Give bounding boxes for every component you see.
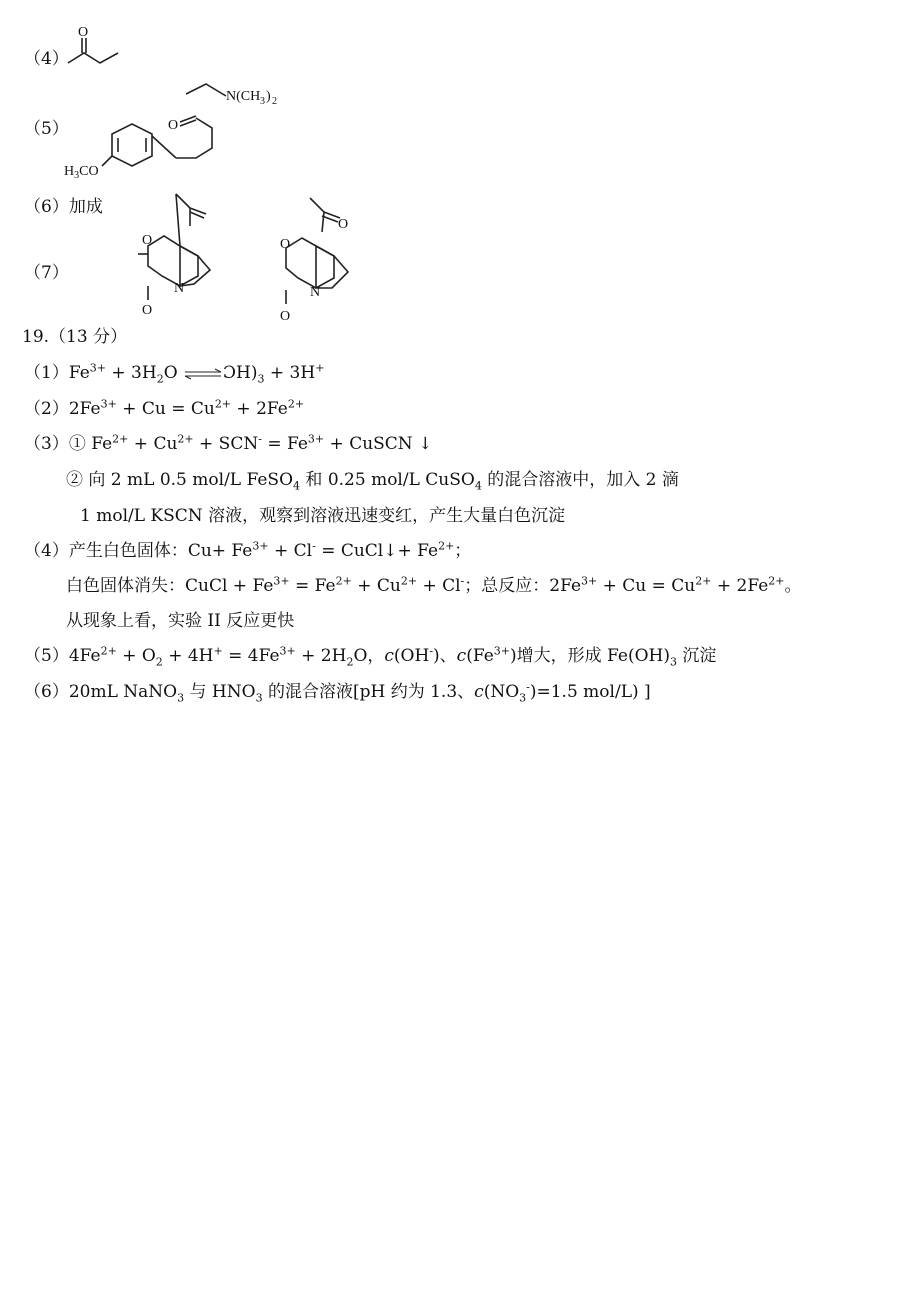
aryl-ketone-amine-structure — [60, 78, 300, 184]
q19-part-4a: （4）产生白色固体：$Cu+ Fe^{3+} + Cl^-$ = CuCl↓+ $Fe^{2+}$； — [24, 539, 472, 561]
atom-o-bottom: O — [142, 303, 153, 318]
q19-part-4b: 白色固体消失：CuCl + $Fe^{3+} = Fe^{2+} + Cu^{2+} + Cl^-$；总反应：$2Fe^{3+} + Cu = Cu^{2+} + 2Fe^{2+}$。 — [66, 574, 802, 596]
q19-part-6: （6）20mL NaNO$_3$ 与 $HNO_3$ 的混合溶液[pH 约为 1.3、$c(NO_3^-)=1.5$ mol/L) ] — [24, 680, 651, 705]
equilibrium-arrow-icon — [183, 368, 223, 380]
q19-part-3b: ② 向 2 mL 0.5 mol/L FeSO$_4$ 和 0.25 mol/L CuSO$_4$ 的混合溶液中，加入 2 滴 — [66, 470, 679, 493]
svg-text:3: 3 — [260, 96, 265, 107]
atom-n: N — [310, 285, 321, 300]
item-5-label: （5） — [24, 119, 69, 139]
item-7-label: （7） — [24, 263, 69, 283]
svg-text:2: 2 — [272, 96, 277, 107]
item-4-label: （4） — [24, 49, 69, 69]
svg-text:): ) — [266, 89, 271, 104]
atom-o-bottom: O — [280, 309, 291, 324]
bicyclic-diketone-structure-2 — [258, 188, 368, 328]
atom-n: N — [174, 281, 185, 296]
item-6 — [24, 196, 103, 218]
atom-o: O — [78, 25, 89, 40]
butanone-structure — [66, 26, 136, 71]
item-6-text: 加成 — [68, 197, 103, 217]
question-19-header: 19.（13 分） — [22, 327, 128, 347]
item-6-label: （6） — [24, 197, 69, 217]
q19-part-5: $(5)4Fe^{2+} + O_2 + 4H^+ = 4Fe^{3+} + 2H_2O$，c(OH-)、$c(Fe^{3+})$增大，形成 $Fe(OH)_3$ 沉淀 — [24, 644, 717, 669]
atom-o-side: O — [338, 217, 349, 232]
q19-part-3c: 1 mol/L KSCN 溶液，观察到溶液迅速变红，产生大量白色沉淀 — [80, 506, 566, 526]
methoxy-group: $H_3CO$ — [64, 164, 99, 181]
q19-part-3a: （3）① $Fe^{2+} + Cu^{2+} + SCN^- = Fe^{3+}$ + CuSCN ↓ — [24, 432, 433, 454]
atom-o-top: O — [280, 237, 291, 252]
q19-part-2: $(2)2Fe^{3+} + Cu = Cu^{2+} + 2Fe^{2+}$ — [24, 397, 305, 419]
atom-nme2: N(CH — [226, 89, 261, 104]
bicyclic-diketone-structure-1 — [118, 186, 228, 322]
q19-part-4c: 从现象上看，实验 II 反应更快 — [66, 611, 295, 631]
q19-part-1: $(1)Fe^{3+} + 3H_2O$ $ƆH)_3 + 3H^+$ — [24, 361, 325, 386]
atom-o: O — [168, 118, 179, 133]
atom-o-top: O — [142, 233, 153, 248]
